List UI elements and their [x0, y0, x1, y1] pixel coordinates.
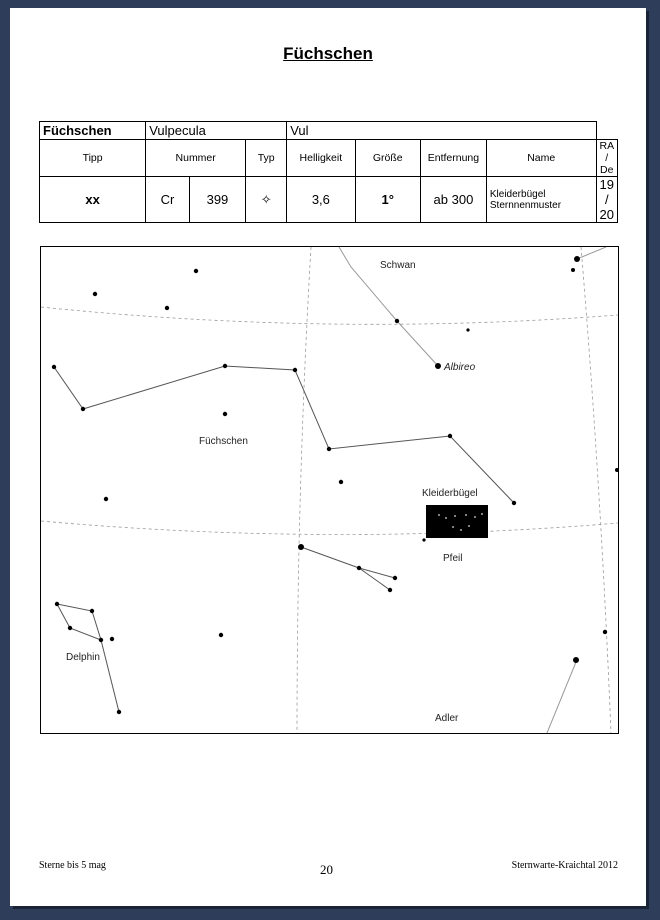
page-title: Füchschen — [283, 44, 373, 63]
star — [466, 328, 469, 331]
label-fuechschen: Füchschen — [199, 436, 248, 447]
header-name: Name — [486, 140, 596, 177]
name-line-2: Sternnenmuster — [489, 199, 562, 211]
label-delphin: Delphin — [66, 652, 100, 663]
star — [615, 468, 618, 472]
star — [603, 630, 607, 634]
header-typ: Typ — [246, 140, 287, 177]
star — [574, 256, 580, 262]
grid-line-dec-lower — [41, 521, 618, 535]
size-value: 1° — [355, 177, 420, 223]
header-nummer: Nummer — [146, 140, 246, 177]
star — [388, 588, 392, 592]
document-page — [10, 8, 646, 906]
object-common-name — [486, 177, 596, 223]
magnitude-value: 3,6 — [287, 177, 355, 223]
footer-right: Sternwarte-Kraichtal 2012 — [511, 860, 618, 871]
star — [223, 412, 227, 416]
star — [117, 710, 121, 714]
header-groesse: Größe — [355, 140, 420, 177]
star — [327, 447, 331, 451]
star — [422, 538, 425, 541]
star — [81, 407, 85, 411]
star-chart-svg — [41, 247, 618, 733]
star — [223, 364, 227, 368]
tipp-value: xx — [40, 177, 146, 223]
star — [90, 609, 94, 613]
object-latin-name: Vulpecula — [146, 122, 287, 140]
star — [512, 501, 516, 505]
ra-de-value: 19 / 20 — [596, 177, 617, 223]
object-name: Füchschen — [40, 122, 146, 140]
pfeil-line-1 — [301, 547, 395, 578]
star — [357, 566, 361, 570]
star — [99, 638, 103, 642]
kleiderbuegel-cluster-box — [426, 505, 488, 538]
footer-left: Sterne bis 5 mag — [39, 860, 106, 871]
star — [339, 480, 343, 484]
star — [52, 365, 56, 369]
number-value: 399 — [189, 177, 245, 223]
header-ra-de: RA / De — [596, 140, 617, 177]
header-entfernung: Entfernung — [420, 140, 486, 177]
star — [194, 269, 198, 273]
grid-line-dec-upper — [41, 307, 618, 324]
star — [93, 292, 97, 296]
star — [165, 306, 169, 310]
label-albireo: Albireo — [444, 362, 476, 373]
page-number: 20 — [320, 862, 333, 877]
star — [393, 576, 397, 580]
star — [571, 268, 575, 272]
grid-line-ra-right — [581, 247, 611, 733]
star — [55, 602, 59, 606]
distance-value: ab 300 — [420, 177, 486, 223]
star — [448, 434, 452, 438]
catalog-value: Cr — [146, 177, 190, 223]
label-kleiderbuegel: Kleiderbügel — [422, 488, 478, 499]
star — [293, 368, 297, 372]
star — [219, 633, 223, 637]
object-abbr: Vul — [287, 122, 596, 140]
object-info-table — [39, 121, 618, 223]
type-symbol: ✧ — [246, 177, 287, 223]
pfeil-line-2 — [359, 568, 390, 590]
star — [104, 497, 108, 501]
star — [395, 319, 399, 323]
delphin-line-2 — [57, 604, 101, 640]
name-line-1: Kleiderbügel — [489, 188, 546, 200]
label-schwan: Schwan — [380, 260, 416, 271]
header-helligkeit: Helligkeit — [287, 140, 355, 177]
header-tipp: Tipp — [40, 140, 146, 177]
star — [68, 626, 72, 630]
label-adler: Adler — [435, 713, 459, 724]
star-chart — [40, 246, 619, 734]
albireo-star — [435, 363, 441, 369]
adler-line — [547, 662, 576, 733]
grid-line-ra-middle — [297, 247, 311, 733]
star — [573, 657, 579, 663]
star — [110, 637, 114, 641]
label-pfeil: Pfeil — [443, 553, 463, 564]
fuechschen-line — [54, 366, 514, 503]
star — [298, 544, 304, 550]
